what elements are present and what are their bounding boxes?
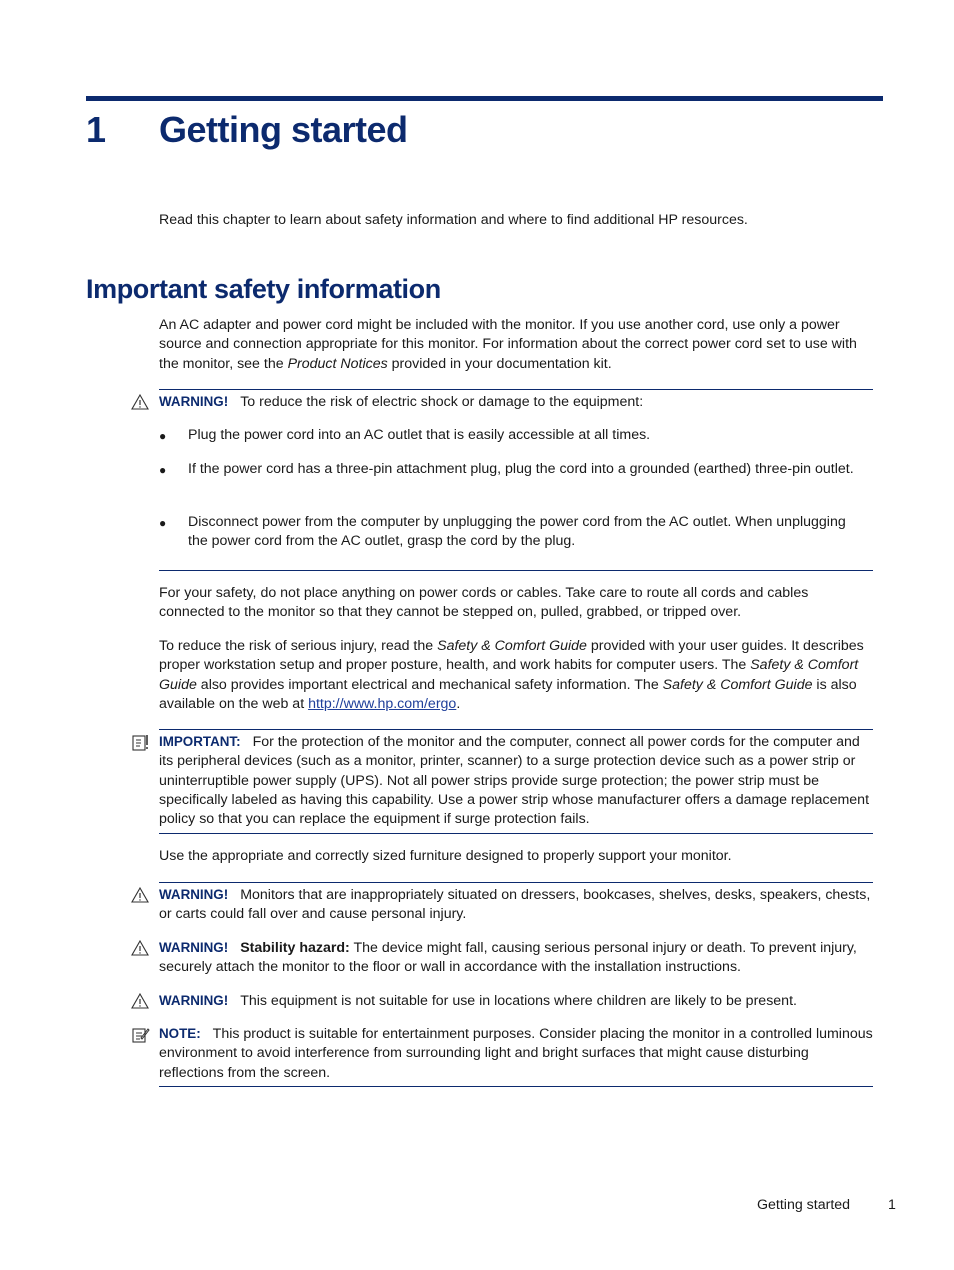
list-item: If the power cord has a three-pin attachment plug, plug the cord into a grounded (earthed) three-pin outlet.	[188, 461, 854, 477]
important-icon	[130, 733, 150, 753]
bullet-glyph: ●	[159, 516, 167, 530]
section-title: Important safety information	[86, 274, 441, 304]
warning-stability-hazard: WARNING! Stability hazard: The device might fall, causing serious personal injury or death. To prevent injury, securely attach the monitor to the floor or wall in accordance with the installation instructions.	[159, 940, 857, 976]
warning-icon	[130, 885, 150, 905]
list-item: Disconnect power from the computer by unplugging the power cord from the AC outlet. When unplugging the power cord from the AC outlet, grasp the cord by the plug.	[188, 514, 846, 550]
page-number: 1	[888, 1197, 896, 1213]
chapter-number: 1	[86, 109, 107, 150]
bullet-glyph: ●	[159, 463, 167, 477]
cords-safety-paragraph: For your safety, do not place anything on power cords or cables. Take care to route all cords and cables connected to the monitor so that they cannot be stepped on, pulled, grabbed, or tripped over.	[159, 585, 809, 621]
important-surge-protection: IMPORTANT: For the protection of the monitor and the computer, connect all power cords for the computer and its peripheral devices (such as a monitor, printer, scanner) to a surge protection device such as a power strip or uninterruptible power supply (UPS). Not all power strips provide surge protection; the power strip must be specifically labeled as having this capability. Use a power strip whose manufacturer offers a damage replacement policy so that you can replace the equipment if surge protection fails.	[159, 734, 870, 828]
divider	[159, 833, 873, 834]
warning-icon	[130, 392, 150, 412]
chapter-intro: Read this chapter to learn about safety information and where to find additional HP resources.	[159, 212, 748, 228]
warning-icon	[130, 991, 150, 1011]
ergo-link[interactable]: http://www.hp.com/ergo	[308, 695, 457, 712]
warning-label: WARNING!	[159, 394, 229, 409]
warning-icon	[130, 938, 150, 958]
list-item: Plug the power cord into an AC outlet that is easily accessible at all times.	[188, 427, 651, 443]
warning-electric-shock: WARNING! To reduce the risk of electric shock or damage to the equipment:	[159, 394, 644, 410]
warning-label: WARNING!	[159, 887, 229, 902]
divider	[159, 570, 873, 571]
note-icon	[130, 1025, 150, 1045]
power-cord-paragraph: An AC adapter and power cord might be included with the monitor. If you use another cord, use only a power source and connection appropriate for this monitor. For information about the correct power cord set to use with the monitor, see the Product Notices provided in your documentation kit.	[159, 317, 857, 372]
important-label: IMPORTANT:	[159, 734, 241, 749]
divider	[159, 729, 873, 730]
chapter-rule	[86, 96, 883, 101]
divider	[159, 1086, 873, 1087]
note-entertainment: NOTE: This product is suitable for entertainment purposes. Consider placing the monitor in a controlled luminous environment to avoid interference from surrounding light and bright surfaces that might cause disturbing reflections from the screen.	[159, 1026, 873, 1081]
divider	[159, 389, 873, 390]
furniture-paragraph: Use the appropriate and correctly sized furniture designed to properly support your monitor.	[159, 848, 732, 864]
warning-label: WARNING!	[159, 993, 229, 1008]
note-label: NOTE:	[159, 1026, 201, 1041]
warning-tip-over: WARNING! Monitors that are inappropriately situated on dressers, bookcases, shelves, desks, speakers, chests, or carts could fall over and cause personal injury.	[159, 887, 871, 923]
warning-label: WARNING!	[159, 940, 229, 955]
bullet-glyph: ●	[159, 429, 167, 443]
divider	[159, 882, 873, 883]
chapter-title: Getting started	[159, 109, 408, 150]
warning-children: WARNING! This equipment is not suitable for use in locations where children are likely to be present.	[159, 993, 797, 1009]
comfort-guide-paragraph: To reduce the risk of serious injury, read the Safety & Comfort Guide provided with your user guides. It describes proper workstation setup and proper posture, health, and work habits for computer users. The Safety & Comfort Guide also provides important electrical and mechanical safety information. The Safety & Comfort Guide is also available on the web at http://www.hp.com/ergo.	[159, 638, 864, 712]
footer-title: Getting started	[757, 1197, 851, 1213]
